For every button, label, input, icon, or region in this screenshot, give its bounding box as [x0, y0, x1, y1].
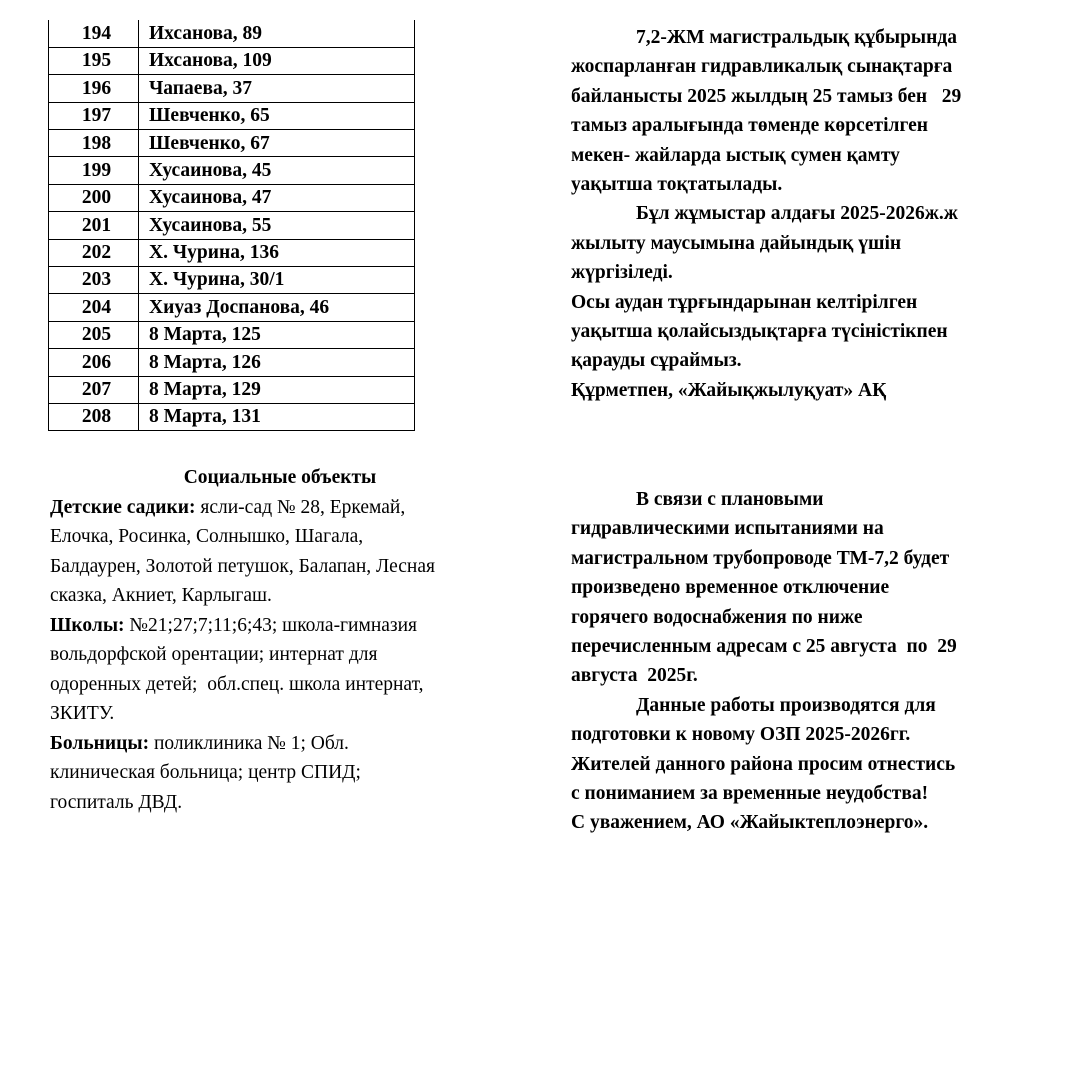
- row-number: 208: [49, 403, 139, 430]
- table-row: [49, 75, 415, 102]
- table-row: [49, 403, 415, 430]
- row-number: 198: [49, 130, 139, 157]
- row-address: 8 Марта, 131: [139, 403, 415, 430]
- notice-line: тамыз аралығында төменде көрсетілген: [571, 115, 928, 137]
- kindergartens-text: ясли-сад № 28, Еркемай,: [195, 496, 406, 518]
- notice-line: жүргізіледі.: [571, 262, 673, 284]
- table-row: [49, 349, 415, 376]
- row-number: 205: [49, 321, 139, 348]
- notice-line: жылыту маусымына дайындық үшін: [571, 232, 902, 254]
- schools-text: одоренных детей; обл.спец. школа интернат,: [50, 673, 424, 695]
- notice-line: с пониманием за временные неудобства!: [571, 783, 929, 805]
- table-row: [49, 47, 415, 74]
- notice-line: перечисленным адресам с 25 августа по 29: [571, 636, 957, 658]
- kindergartens-line: [50, 493, 520, 523]
- table-row: [49, 20, 415, 47]
- notice-line: Осы аудан тұрғындарынан келтірілген: [571, 291, 918, 313]
- kindergartens-text: Елочка, Росинка, Солнышко, Шагала,: [50, 526, 364, 547]
- notice-line: 7,2-ЖМ магистральдық құбырында: [636, 27, 957, 48]
- row-address: Х. Чурина, 30/1: [139, 267, 415, 294]
- row-address: Хусаинова, 47: [139, 184, 415, 211]
- notice-signature: Құрметпен, «Жайықжылуқуат» АҚ: [571, 379, 887, 401]
- row-number: 195: [49, 47, 139, 74]
- notice-line: қарауды сұраймыз.: [571, 350, 742, 372]
- row-number: 197: [49, 102, 139, 129]
- schools-text: вольдорфской орентации; интернат для: [50, 644, 378, 665]
- hospitals-text: госпиталь ДВД.: [50, 791, 183, 813]
- schools-text: ЗКИТУ.: [50, 703, 115, 724]
- table-row: [49, 212, 415, 239]
- row-number: 204: [49, 294, 139, 321]
- table-row: [49, 102, 415, 129]
- notice-line: магистральном трубопроводе ТМ-7,2 будет: [571, 547, 950, 569]
- row-address: Ихсанова, 89: [139, 20, 415, 47]
- row-number: 207: [49, 376, 139, 403]
- row-address: Хусаинова, 55: [139, 212, 415, 239]
- row-address: 8 Марта, 129: [139, 376, 415, 403]
- schools-text: №21;27;7;11;6;43; школа-гимназия: [124, 614, 418, 636]
- row-address: 8 Марта, 125: [139, 321, 415, 348]
- row-number: 196: [49, 75, 139, 102]
- notice-line: уақытша тоқтатылады.: [571, 174, 783, 196]
- hospitals-label: Больницы:: [50, 732, 150, 754]
- schools-line: [50, 611, 520, 641]
- table-row: [49, 321, 415, 348]
- notice-line: байланысты 2025 жылдың 25 тамыз бен 29: [571, 85, 962, 107]
- row-address: Шевченко, 65: [139, 102, 415, 129]
- address-table: [48, 20, 415, 431]
- notice-line: Бұл жұмыстар алдағы 2025-2026ж.ж: [636, 203, 958, 225]
- notice-line: В связи с плановыми: [636, 489, 824, 510]
- notice-line: Данные работы производятся для: [636, 694, 936, 716]
- notice-line: подготовки к новому ОЗП 2025-2026гг.: [571, 724, 911, 746]
- row-number: 200: [49, 184, 139, 211]
- row-address: Чапаева, 37: [139, 75, 415, 102]
- row-address: Шевченко, 67: [139, 130, 415, 157]
- notice-line: мекен- жайларда ыстық сумен қамту: [571, 144, 900, 166]
- notice-line: уақытша қолайсыздықтарға түсіністікпен: [571, 321, 948, 343]
- notice-signature: С уважением, АО «Жайыктеплоэнерго».: [571, 812, 929, 834]
- table-row: [49, 157, 415, 184]
- row-address: Хиуаз Доспанова, 46: [139, 294, 415, 321]
- notice-line: Жителей данного района просим отнестись: [571, 753, 956, 775]
- notice-line: жоспарланған гидравликалық сынақтарға: [571, 56, 953, 78]
- kazakh-notice: [571, 23, 1051, 405]
- row-address: Хусаинова, 45: [139, 157, 415, 184]
- row-number: 202: [49, 239, 139, 266]
- notice-line: гидравлическими испытаниями на: [571, 518, 884, 540]
- table-row: [49, 294, 415, 321]
- notice-line: горячего водоснабжения по ниже: [571, 606, 863, 628]
- hospitals-line: [50, 729, 520, 759]
- table-row: [49, 376, 415, 403]
- social-objects-section: [50, 463, 520, 817]
- row-number: 201: [49, 212, 139, 239]
- kindergartens-label: Детские садики:: [50, 496, 196, 518]
- russian-notice: [571, 485, 1051, 838]
- row-address: Х. Чурина, 136: [139, 239, 415, 266]
- table-row: [49, 184, 415, 211]
- table-row: [49, 267, 415, 294]
- hospitals-text: клиническая больница; центр СПИД;: [50, 762, 361, 783]
- table-row: [49, 239, 415, 266]
- row-number: 194: [49, 20, 139, 47]
- table-row: [49, 130, 415, 157]
- row-address: 8 Марта, 126: [139, 349, 415, 376]
- section-title: Социальные объекты: [183, 467, 377, 488]
- row-number: 199: [49, 157, 139, 184]
- schools-label: Школы:: [50, 614, 125, 636]
- row-number: 206: [49, 349, 139, 376]
- notice-line: произведено временное отключение: [571, 577, 890, 599]
- row-address: Ихсанова, 109: [139, 47, 415, 74]
- hospitals-text: поликлиника № 1; Обл.: [149, 732, 349, 754]
- row-number: 203: [49, 267, 139, 294]
- notice-line: августа 2025г.: [571, 665, 698, 687]
- kindergartens-text: Балдаурен, Золотой петушок, Балапан, Лесная: [50, 555, 435, 577]
- kindergartens-text: сказка, Акниет, Карлыгаш.: [50, 585, 272, 606]
